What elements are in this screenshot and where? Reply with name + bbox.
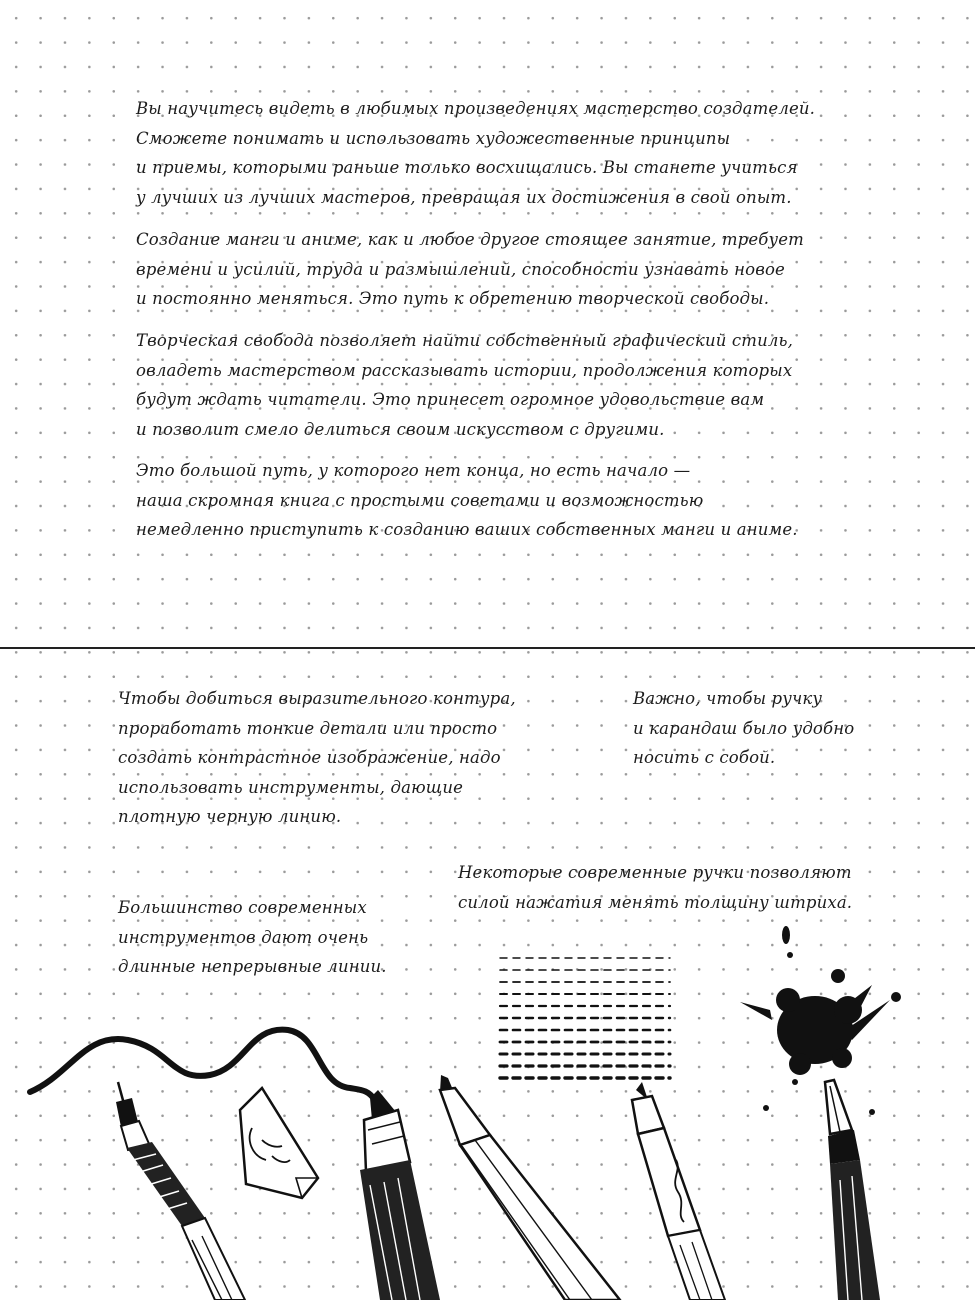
text-line: наша скромная книга с простыми советами и возможностью (136, 490, 704, 510)
text-line: Творческая свобода позволяет найти собственный графический стиль, (136, 331, 794, 350)
text-line: длинные непрерывные линии. (118, 957, 387, 976)
text-line: и постоянно меняться. Это путь к обретению творческой свободы. (136, 289, 770, 308)
text-line: носить с собой. (633, 748, 776, 767)
marker-icon (360, 1090, 440, 1300)
brush-pen-icon (632, 1082, 725, 1300)
text-line: создать контрастное изображение, надо (118, 748, 501, 767)
text-line: Чтобы добиться выразительного контура, (118, 689, 516, 708)
intro-paragraph-1 (136, 94, 815, 212)
text-line: проработать тонкие детали или просто (118, 718, 498, 738)
drawing-tools-illustration (0, 900, 975, 1300)
technical-pen-icon (116, 1082, 245, 1300)
text-line: плотную черную линию. (118, 807, 342, 826)
text-line: Большинство современных (118, 898, 367, 917)
text-line: немедленно приступить к созданию ваших собственных манги и аниме. (136, 520, 798, 539)
intro-paragraph-2 (136, 225, 804, 314)
contour-note (118, 684, 516, 832)
text-line: и позволит смело делиться своим искусством с другими. (136, 419, 665, 439)
text-line: использовать инструменты, дающие (118, 777, 464, 797)
intro-paragraph-3 (136, 326, 793, 444)
wavy-line (30, 1030, 375, 1100)
text-line: овладеть мастерством рассказывать истории, продолжения которых (136, 360, 793, 380)
text-line: Вы научитесь видеть в любимых произведениях мастерство создателей. (136, 99, 816, 118)
text-line: у лучших из лучших мастеров, превращая их достижения в свой опыт. (136, 187, 792, 207)
portable-note (633, 684, 854, 773)
text-line: времени и усилий, труда и размышлений, способности узнавать новое (136, 259, 785, 279)
text-line: инструментов дают очень (118, 927, 369, 947)
text-line: Некоторые современные ручки позволяют (458, 863, 852, 882)
intro-paragraph-4 (136, 456, 798, 545)
eraser-icon (240, 1088, 318, 1198)
ink-splatter-icon (740, 926, 901, 1115)
text-line: силой нажатия менять толщину штриха. (458, 892, 853, 912)
text-line: Сможете понимать и использовать художественные принципы (136, 128, 731, 148)
text-line: и карандаш было удобно (633, 718, 855, 738)
section-divider (0, 647, 975, 649)
text-line: и приемы, которыми раньше только восхищались. Вы станете учиться (136, 158, 798, 177)
text-line: Это большой путь, у которого нет конца, но есть начало — (136, 461, 691, 480)
text-line: будут ждать читатели. Это принесет огромное удовольствие вам (136, 390, 765, 409)
text-line: Важно, чтобы ручку (633, 689, 823, 708)
text-line: Создание манги и аниме, как и любое другое стоящее занятие, требует (136, 230, 804, 249)
hatch-strokes (500, 958, 670, 1078)
pencil-icon (440, 1075, 620, 1300)
